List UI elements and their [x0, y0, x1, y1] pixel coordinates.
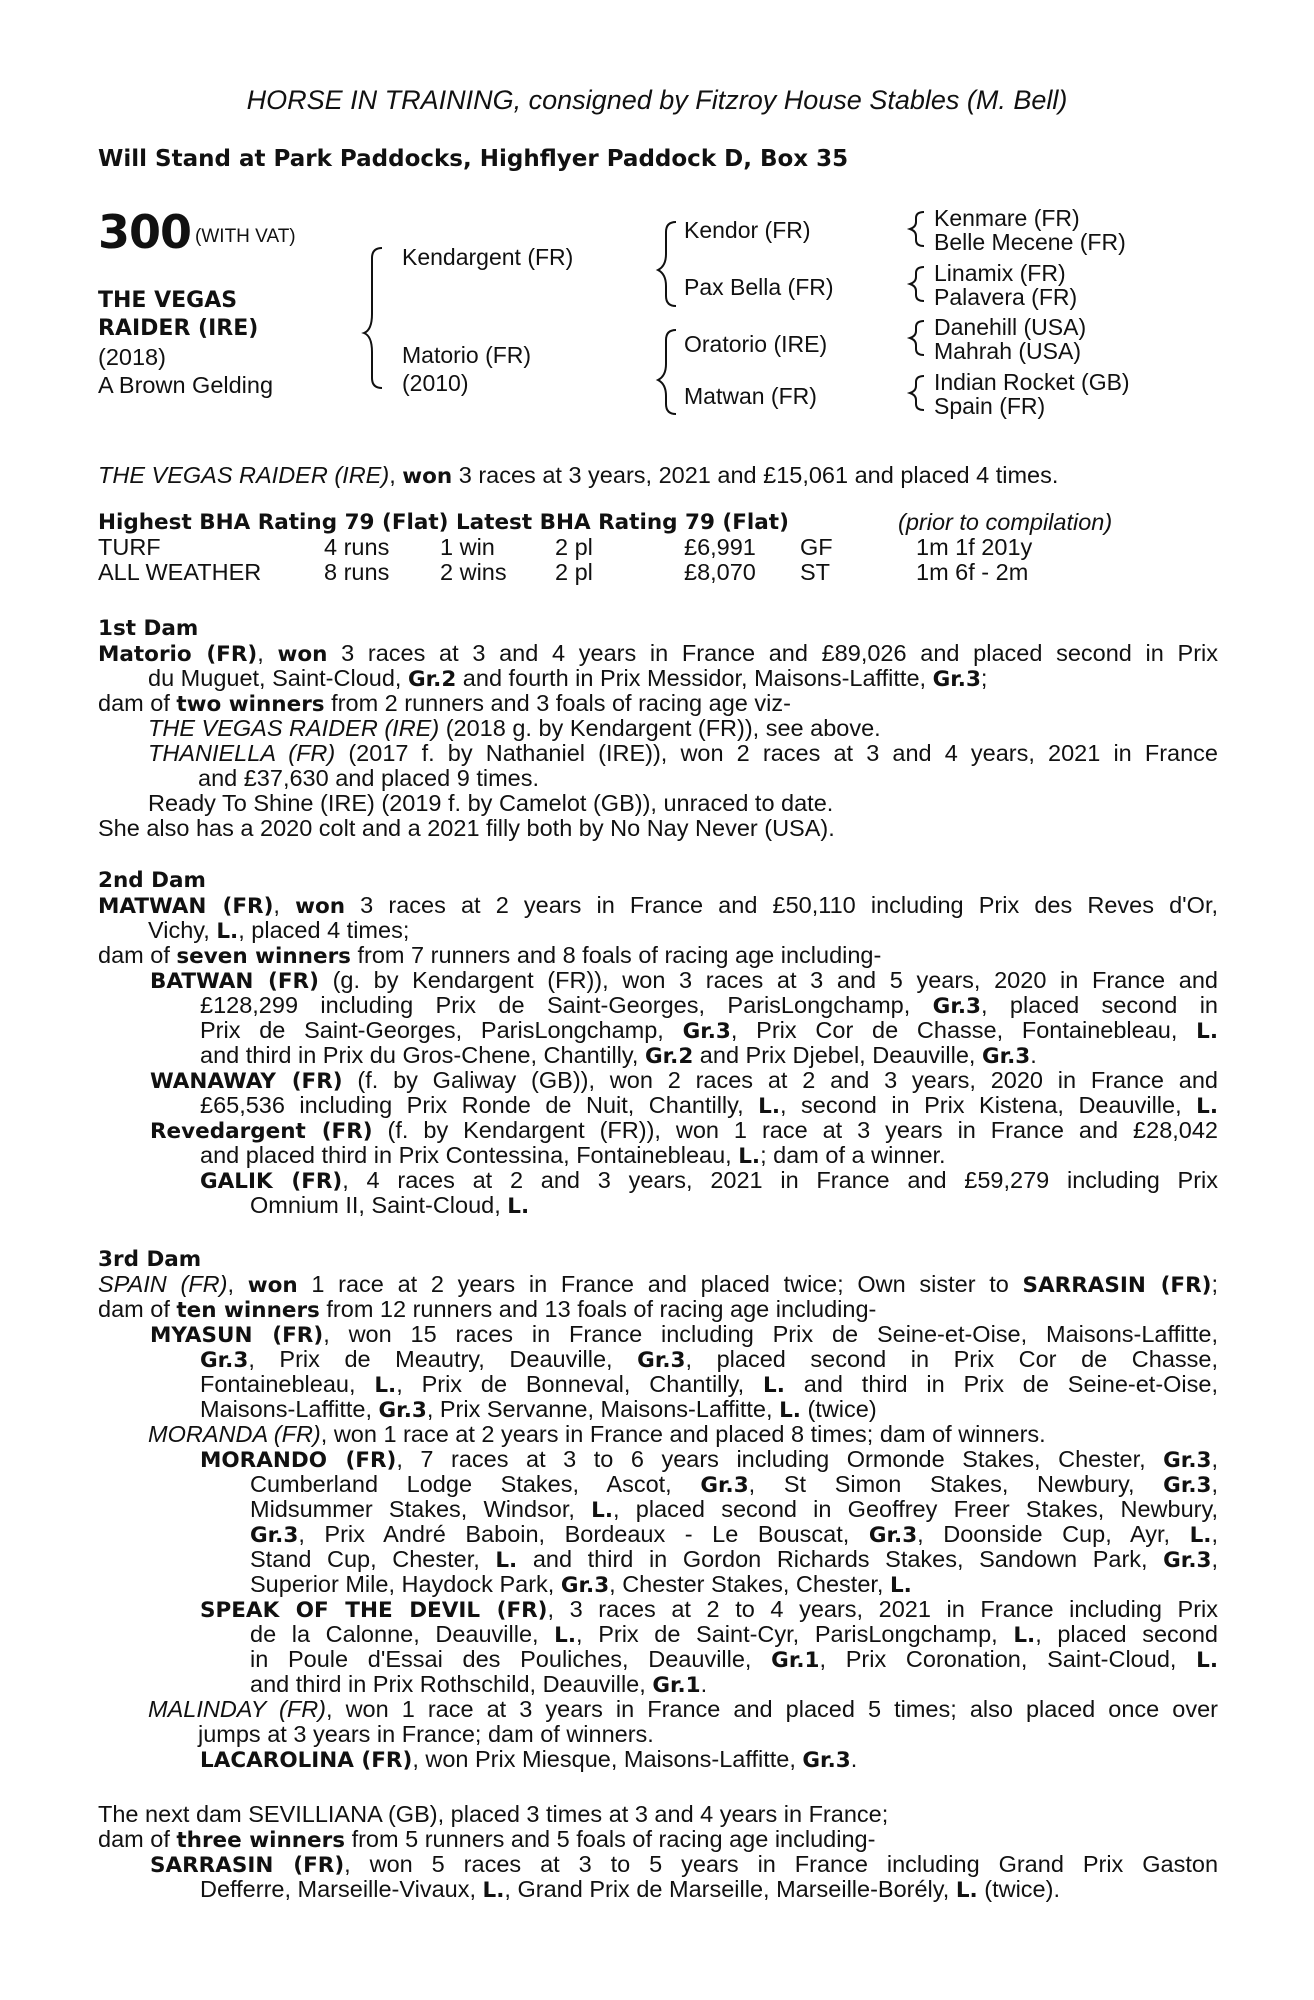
- rating-heading: Highest BHA Rating 79 (Flat) Latest BHA Rating 79 (Flat): [98, 510, 789, 535]
- dam-text: Vichy,: [148, 917, 217, 943]
- produce-text: , Prix de Meautry, Deauville,: [248, 1346, 638, 1372]
- wins: 1 win: [440, 534, 495, 560]
- wins: 2 wins: [440, 559, 507, 585]
- winners-count: ten winners: [176, 1298, 320, 1323]
- produce-text: She also has a 2020 colt and a 2021 filly both by No Nay Never (USA).: [98, 815, 835, 841]
- produce-text: ,: [1211, 1521, 1218, 1547]
- pedigree-gg2: Belle Mecene (FR): [934, 229, 1126, 255]
- winners-count: three winners: [176, 1828, 346, 1853]
- listed-label: L.: [374, 1373, 397, 1398]
- produce-text: ,: [1211, 1471, 1219, 1497]
- produce-text: in Poule d'Essai des Pouliches, Deauville,: [250, 1646, 772, 1672]
- rating-note: (prior to compilation): [898, 509, 1113, 535]
- dam-text: dam of: [98, 690, 177, 716]
- listed-label: L.: [955, 1878, 978, 1903]
- dam-text: from 7 runners and 8 foals of racing age including-: [350, 942, 882, 968]
- produce-text: Ready To Shine (IRE) (2019 f. by Camelot (GB)), unraced to date.: [148, 790, 834, 816]
- third-dam-section: 3rd Dam SPAIN (FR), won 1 race at 2 years in France and placed twice; Own sister to SARRASIN (FR); dam of ten winners from 12 runners and 13 foals of racing age including- MYASUN (FR), won 15 races in France including Prix de Seine-et-Oise, Maisons-Laffitte, Gr.3, Prix de Meautry, Deauville, Gr.3, placed second in Prix Cor de Chasse, Fontainebleau, L., Prix de Bonneval, Chantilly, L. and third in Prix de Seine-et-Oise, Maisons-Laffitte, Gr.3, Prix Servanne, Maisons-Laffitte, L. (twice) MORANDA (FR), won 1 race at 2 years in France and placed 8 times; dam of winners. MORANDO (FR), 7 races at 3 to 6 years including Ormonde Stakes, Chester, Gr.3, Cumberland Lodge Stakes, Ascot, Gr.3, St Simon Stakes, Newbury, Gr.3, Midsummer Stakes, Windsor, L., placed second in Geoffrey Freer Stakes, Newbury, Gr.3, Prix André Baboin, Bordeaux - Le Bouscat, Gr.3, Doonside Cup, Ayr, L., Stand Cup, Chester, L. and third in Gordon Richards Stakes, Sandown Park, Gr.3, Superior Mile, Haydock Park, Gr.3, Chester Stakes, Chester, L. SPEAK OF THE DEVIL (FR), 3 races at 2 to 4 years, 2021 in France including Prix de la Calonne, Deauville, L., Prix de Saint-Cyr, ParisLongchamp, L., placed second in Poule d'Essai des Pouliches, Deauville, Gr.1, Prix Coronation, Saint-Cloud, L. and third in Prix Rothschild, Deauville, Gr.1. MALINDAY (FR), won 1 race at 3 years in France and placed 5 times; also placed once over jumps at 3 years in France; dam of winners. LACAROLINA (FR), won Prix Miesque, Maisons-Laffitte, Gr.3.: [98, 1247, 1219, 1773]
- produce-text: ,: [1211, 1446, 1218, 1472]
- grade-label: Gr.1: [771, 1648, 820, 1673]
- grade-label: Gr.3: [868, 1523, 918, 1548]
- dam-name: Matorio (FR): [98, 642, 258, 667]
- listed-label: L.: [889, 1573, 912, 1598]
- next-dam-text: The next dam SEVILLIANA (GB), placed 3 times at 3 and 4 years in France;: [98, 1801, 889, 1827]
- produce-text: (twice): [800, 1396, 877, 1422]
- produce-name: WANAWAY (FR): [150, 1069, 343, 1094]
- produce-name: Revedargent (FR): [150, 1119, 373, 1144]
- runs: 8 runs: [324, 559, 390, 585]
- listed-label: L.: [1196, 1094, 1218, 1119]
- dam-text: dam of: [98, 1826, 177, 1852]
- pedigree-dam-year: (2010): [402, 370, 469, 396]
- produce-text: Defferre, Marseille-Vivaux,: [200, 1876, 483, 1902]
- produce-text: jumps at 3 years in France; dam of winners.: [198, 1721, 654, 1747]
- surface: ALL WEATHER: [98, 559, 262, 585]
- pedigree-dam-sire: Oratorio (IRE): [684, 331, 828, 357]
- going: GF: [800, 534, 833, 560]
- won-label: won: [277, 642, 328, 667]
- grade-label: Gr.3: [1163, 1548, 1212, 1573]
- dam-name: MATWAN (FR): [98, 894, 274, 919]
- distance: 1m 1f 201y: [916, 534, 1033, 560]
- produce-text: £128,299 including Prix de Saint-Georges, ParisLongchamp,: [200, 992, 933, 1018]
- listed-label: L.: [1189, 1523, 1212, 1548]
- horse-description: A Brown Gelding: [98, 372, 274, 398]
- produce-text: , Prix André Baboin, Bordeaux - Le Bouscat,: [298, 1521, 869, 1547]
- pedigree-dam: Matorio (FR): [402, 342, 532, 368]
- grade-label: Gr.3: [932, 667, 981, 692]
- produce-name: THE VEGAS RAIDER (IRE): [148, 715, 440, 741]
- won-label: won: [295, 894, 346, 919]
- produce-text: and placed third in Prix Contessina, Fontainebleau,: [200, 1142, 739, 1168]
- produce-text: Prix de Saint-Georges, ParisLongchamp,: [200, 1017, 683, 1043]
- stand-location: Will Stand at Park Paddocks, Highflyer Paddock D, Box 35: [98, 146, 849, 172]
- listed-label: L.: [738, 1144, 761, 1169]
- produce-name: GALIK (FR): [200, 1169, 343, 1194]
- produce-text: , Prix Cor de Chasse, Fontainebleau,: [730, 1017, 1197, 1043]
- dam-text: dam of: [98, 942, 177, 968]
- produce-text: , Prix de Saint-Cyr, ParisLongchamp,: [576, 1621, 1014, 1647]
- pedigree-gg1: Kenmare (FR): [934, 205, 1080, 231]
- produce-text: (2017 f. by Nathaniel (IRE)), won 2 races at 3 and 4 years, 2021 in France: [335, 740, 1219, 766]
- going: ST: [800, 559, 831, 585]
- produce-text: Maisons-Laffitte,: [200, 1396, 379, 1422]
- lot-number: 300: [98, 205, 192, 259]
- produce-text: and third in Prix Rothschild, Deauville,: [250, 1671, 653, 1697]
- produce-text: ,: [1211, 1546, 1218, 1572]
- produce-text: Midsummer Stakes, Windsor,: [250, 1496, 592, 1522]
- pedigree-sire-dam: Pax Bella (FR): [684, 274, 834, 300]
- horse-name-line2: RAIDER (IRE): [98, 316, 259, 341]
- ratings-table: [98, 510, 1198, 585]
- produce-text: de la Calonne, Deauville,: [250, 1621, 555, 1647]
- listed-label: L.: [495, 1548, 518, 1573]
- produce-name: THANIELLA (FR): [148, 740, 336, 766]
- produce-text: , won Prix Miesque, Maisons-Laffitte,: [412, 1746, 803, 1772]
- produce-name: MALINDAY (FR): [148, 1696, 326, 1722]
- dam-name: SPAIN (FR): [98, 1271, 228, 1297]
- third-dam-heading: 3rd Dam: [98, 1247, 202, 1272]
- horse-name-line1: THE VEGAS: [98, 288, 238, 313]
- dam-text: from 12 runners and 13 foals of racing age including-: [319, 1296, 877, 1322]
- listed-label: L.: [554, 1623, 577, 1648]
- pedigree-gg5: Danehill (USA): [934, 314, 1087, 340]
- pedigree-gg4: Palavera (FR): [934, 284, 1078, 310]
- grade-label: Gr.1: [652, 1673, 701, 1698]
- produce-text: (f. by Kendargent (FR)), won 1 race at 3 years in France and £28,042: [372, 1117, 1218, 1143]
- dam-text: , placed 4 times;: [238, 917, 410, 943]
- produce-text: .: [700, 1671, 708, 1697]
- produce-text: and third in Prix de Seine-et-Oise,: [784, 1371, 1218, 1397]
- pedigree-gg3: Linamix (FR): [934, 260, 1066, 286]
- produce-name: LACAROLINA (FR): [200, 1748, 413, 1773]
- produce-text: (f. by Galiway (GB)), won 2 races at 2 and 3 years, 2020 in France and: [342, 1067, 1218, 1093]
- produce-text: , Grand Prix de Marseille, Marseille-Borély,: [504, 1876, 956, 1902]
- dam-text: ;: [980, 665, 988, 691]
- produce-text: , 4 races at 2 and 3 years, 2021 in France and £59,279 including Prix: [342, 1167, 1218, 1193]
- placed: 2 pl: [555, 559, 593, 585]
- dam-text: du Muguet, Saint-Cloud,: [148, 665, 408, 691]
- grade-label: Gr.2: [644, 1044, 694, 1069]
- dam-text: from 5 runners and 5 foals of racing age including-: [345, 1826, 876, 1852]
- produce-text: , Doonside Cup, Ayr,: [917, 1521, 1190, 1547]
- produce-text: , placed second in: [980, 992, 1219, 1018]
- grade-label: Gr.3: [250, 1523, 299, 1548]
- listed-label: L.: [591, 1498, 614, 1523]
- dam-text: ;: [1211, 1271, 1218, 1297]
- produce-text: , 7 races at 3 to 6 years including Ormonde Stakes, Chester,: [396, 1446, 1164, 1472]
- grade-label: Gr.3: [378, 1398, 427, 1423]
- pedigree-sire: Kendargent (FR): [402, 244, 574, 270]
- produce-name: MORANDO (FR): [200, 1448, 397, 1473]
- dam-text: dam of: [98, 1296, 177, 1322]
- grade-label: Gr.3: [700, 1473, 749, 1498]
- rating-row-all-weather: [98, 560, 1198, 585]
- surface: TURF: [98, 534, 161, 560]
- produce-text: , won 5 races at 3 to 5 years in France including Grand Prix Gaston: [344, 1851, 1219, 1877]
- produce-text: (twice).: [977, 1876, 1060, 1902]
- first-dam-heading: 1st Dam: [98, 616, 199, 641]
- summary-won: won: [402, 464, 453, 489]
- grade-label: Gr.3: [981, 1044, 1031, 1069]
- produce-text: , won 1 race at 3 years in France and placed 5 times; also placed once over: [326, 1696, 1218, 1722]
- listed-label: L.: [482, 1878, 505, 1903]
- placed: 2 pl: [555, 534, 593, 560]
- produce-text: , Chester Stakes, Chester,: [609, 1571, 890, 1597]
- sister-name: SARRASIN (FR): [1022, 1273, 1212, 1298]
- winners-count: seven winners: [176, 944, 351, 969]
- listed-label: L.: [216, 919, 239, 944]
- distance: 1m 6f - 2m: [916, 559, 1029, 585]
- grade-label: Gr.3: [932, 994, 981, 1019]
- dam-text: from 2 runners and 3 foals of racing age viz-: [324, 690, 791, 716]
- produce-text: Omnium II, Saint-Cloud,: [250, 1192, 508, 1218]
- next-dam-section: [98, 1802, 1218, 1902]
- produce-text: , Prix Coronation, Saint-Cloud,: [819, 1646, 1197, 1672]
- summary-horse-name: THE VEGAS RAIDER (IRE): [98, 462, 390, 488]
- grade-label: Gr.3: [802, 1748, 851, 1773]
- grade-label: Gr.3: [637, 1348, 686, 1373]
- rating-row-turf: [98, 535, 1198, 560]
- produce-text: , Prix Servanne, Maisons-Laffitte,: [426, 1396, 780, 1422]
- grade-label: Gr.3: [682, 1019, 731, 1044]
- grade-label: Gr.3: [1163, 1473, 1212, 1498]
- dam-text: and fourth in Prix Messidor, Maisons-Laffitte,: [456, 665, 933, 691]
- second-dam-section: 2nd Dam MATWAN (FR), won 3 races at 2 years in France and £50,110 including Prix des Reves d'Or, Vichy, L., placed 4 times; dam of seven winners from 7 runners and 8 foals of racing age including- BATWAN (FR) (g. by Kendargent (FR)), won 3 races at 3 and 5 years, 2020 in France and £128,299 including Prix de Saint-Georges, ParisLongchamp, Gr.3, placed second in Prix de Saint-Georges, ParisLongchamp, Gr.3, Prix Cor de Chasse, Fontainebleau, L. and third in Prix du Gros-Chene, Chantilly, Gr.2 and Prix Djebel, Deauville, Gr.3. WANAWAY (FR) (f. by Galiway (GB)), won 2 races at 2 and 3 years, 2020 in France and £65,536 including Prix Ronde de Nuit, Chantilly, L., second in Prix Kistena, Deauville, L. Revedargent (FR) (f. by Kendargent (FR)), won 1 race at 3 years in France and £28,042 and placed third in Prix Contessina, Fontainebleau, L.; dam of a winner. GALIK (FR), 4 races at 2 and 3 years, 2021 in France and £59,279 including Prix Omnium II, Saint-Cloud, L.: [98, 868, 1219, 1219]
- listed-label: L.: [1013, 1623, 1036, 1648]
- runs: 4 runs: [324, 534, 390, 560]
- dam-text: 3 races at 2 years in France and £50,110 including Prix des Reves d'Or,: [345, 892, 1219, 918]
- listed-label: L.: [1196, 1648, 1219, 1673]
- winners-count: two winners: [176, 692, 325, 717]
- produce-text: , placed second in Prix Cor de Chasse,: [685, 1346, 1218, 1372]
- listed-label: L.: [779, 1398, 801, 1423]
- produce-text: ; dam of a winner.: [760, 1142, 946, 1168]
- prize: £6,991: [684, 534, 756, 560]
- won-label: won: [247, 1273, 298, 1298]
- page-header: HORSE IN TRAINING, consigned by Fitzroy House Stables (M. Bell): [246, 85, 1068, 115]
- produce-text: .: [850, 1746, 858, 1772]
- produce-text: , 3 races at 2 to 4 years, 2021 in France including Prix: [547, 1596, 1218, 1622]
- produce-name: MYASUN (FR): [150, 1323, 324, 1348]
- dam-text: 1 race at 2 years in France and placed twice; Own sister to: [297, 1271, 1023, 1297]
- listed-label: L.: [758, 1094, 781, 1119]
- produce-text: (2018 g. by Kendargent (FR)), see above.: [439, 715, 881, 741]
- produce-name: SPEAK OF THE DEVIL (FR): [200, 1598, 548, 1623]
- grade-label: Gr.3: [200, 1348, 249, 1373]
- pedigree-gg6: Mahrah (USA): [934, 338, 1081, 364]
- grade-label: Gr.3: [560, 1573, 610, 1598]
- produce-text: , St Simon Stakes, Newbury,: [748, 1471, 1164, 1497]
- produce-text: .: [1030, 1042, 1037, 1068]
- produce-text: Cumberland Lodge Stakes, Ascot,: [250, 1471, 701, 1497]
- listed-label: L.: [507, 1194, 530, 1219]
- produce-text: and third in Gordon Richards Stakes, Sandown Park,: [517, 1546, 1164, 1572]
- produce-name: MORANDA (FR): [148, 1421, 321, 1447]
- dam-text: 3 races at 3 and 4 years in France and £89,026 and placed second in Prix: [327, 640, 1219, 666]
- grade-label: Gr.3: [1163, 1448, 1212, 1473]
- vat-note: (WITH VAT): [195, 226, 296, 247]
- produce-text: Superior Mile, Haydock Park,: [250, 1571, 561, 1597]
- listed-label: L.: [1196, 1019, 1218, 1044]
- summary-text: 3 races at 3 years, 2021 and £15,061 and placed 4 times.: [452, 462, 1059, 488]
- horse-year: (2018): [98, 344, 166, 370]
- prize: £8,070: [684, 559, 756, 585]
- produce-text: Fontainebleau,: [200, 1371, 375, 1397]
- race-summary: THE VEGAS RAIDER (IRE), won 3 races at 3 years, 2021 and £15,061 and placed 4 times.: [98, 462, 1059, 489]
- pedigree-sire-sire: Kendor (FR): [684, 217, 811, 243]
- first-dam-section: 1st Dam Matorio (FR), won 3 races at 3 and 4 years in France and £89,026 and placed second in Prix du Muguet, Saint-Cloud, Gr.2 and fourth in Prix Messidor, Maisons-Laffitte, Gr.3; dam of two winners from 2 runners and 3 foals of racing age viz- THE VEGAS RAIDER (IRE) (2018 g. by Kendargent (FR)), see above. THANIELLA (FR) (2017 f. by Nathaniel (IRE)), won 2 races at 3 and 4 years, 2021 in France and £37,630 and placed 9 times. Ready To Shine (IRE) (2019 f. by Camelot (GB)), unraced to date. She also has a 2020 colt and a 2021 filly both by No Nay Never (USA).: [98, 616, 1219, 841]
- produce-name: SARRASIN (FR): [150, 1853, 345, 1878]
- pedigree-dam-dam: Matwan (FR): [684, 383, 817, 409]
- pedigree-gg8: Spain (FR): [934, 393, 1046, 419]
- produce-text: , won 15 races in France including Prix de Seine-et-Oise, Maisons-Laffitte,: [323, 1321, 1218, 1347]
- produce-text: , won 1 race at 2 years in France and placed 8 times; dam of winners.: [320, 1421, 1046, 1447]
- produce-text: Stand Cup, Chester,: [250, 1546, 496, 1572]
- produce-text: , placed second in Geoffrey Freer Stakes, Newbury,: [613, 1496, 1219, 1522]
- produce-text: and Prix Djebel, Deauville,: [693, 1042, 982, 1068]
- produce-text: , second in Prix Kistena, Deauville,: [780, 1092, 1197, 1118]
- produce-text: and third in Prix du Gros-Chene, Chantilly,: [200, 1042, 645, 1068]
- produce-text: and £37,630 and placed 9 times.: [198, 765, 540, 791]
- produce-text: , placed second: [1035, 1621, 1218, 1647]
- produce-text: £65,536 including Prix Ronde de Nuit, Chantilly,: [200, 1092, 759, 1118]
- produce-text: , Prix de Bonneval, Chantilly,: [396, 1371, 764, 1397]
- listed-label: L.: [763, 1373, 785, 1398]
- second-dam-heading: 2nd Dam: [98, 868, 206, 893]
- produce-text: (g. by Kendargent (FR)), won 3 races at 3 and 5 years, 2020 in France and: [318, 967, 1218, 993]
- grade-label: Gr.2: [407, 667, 457, 692]
- pedigree-gg7: Indian Rocket (GB): [934, 369, 1130, 395]
- produce-name: BATWAN (FR): [150, 969, 319, 994]
